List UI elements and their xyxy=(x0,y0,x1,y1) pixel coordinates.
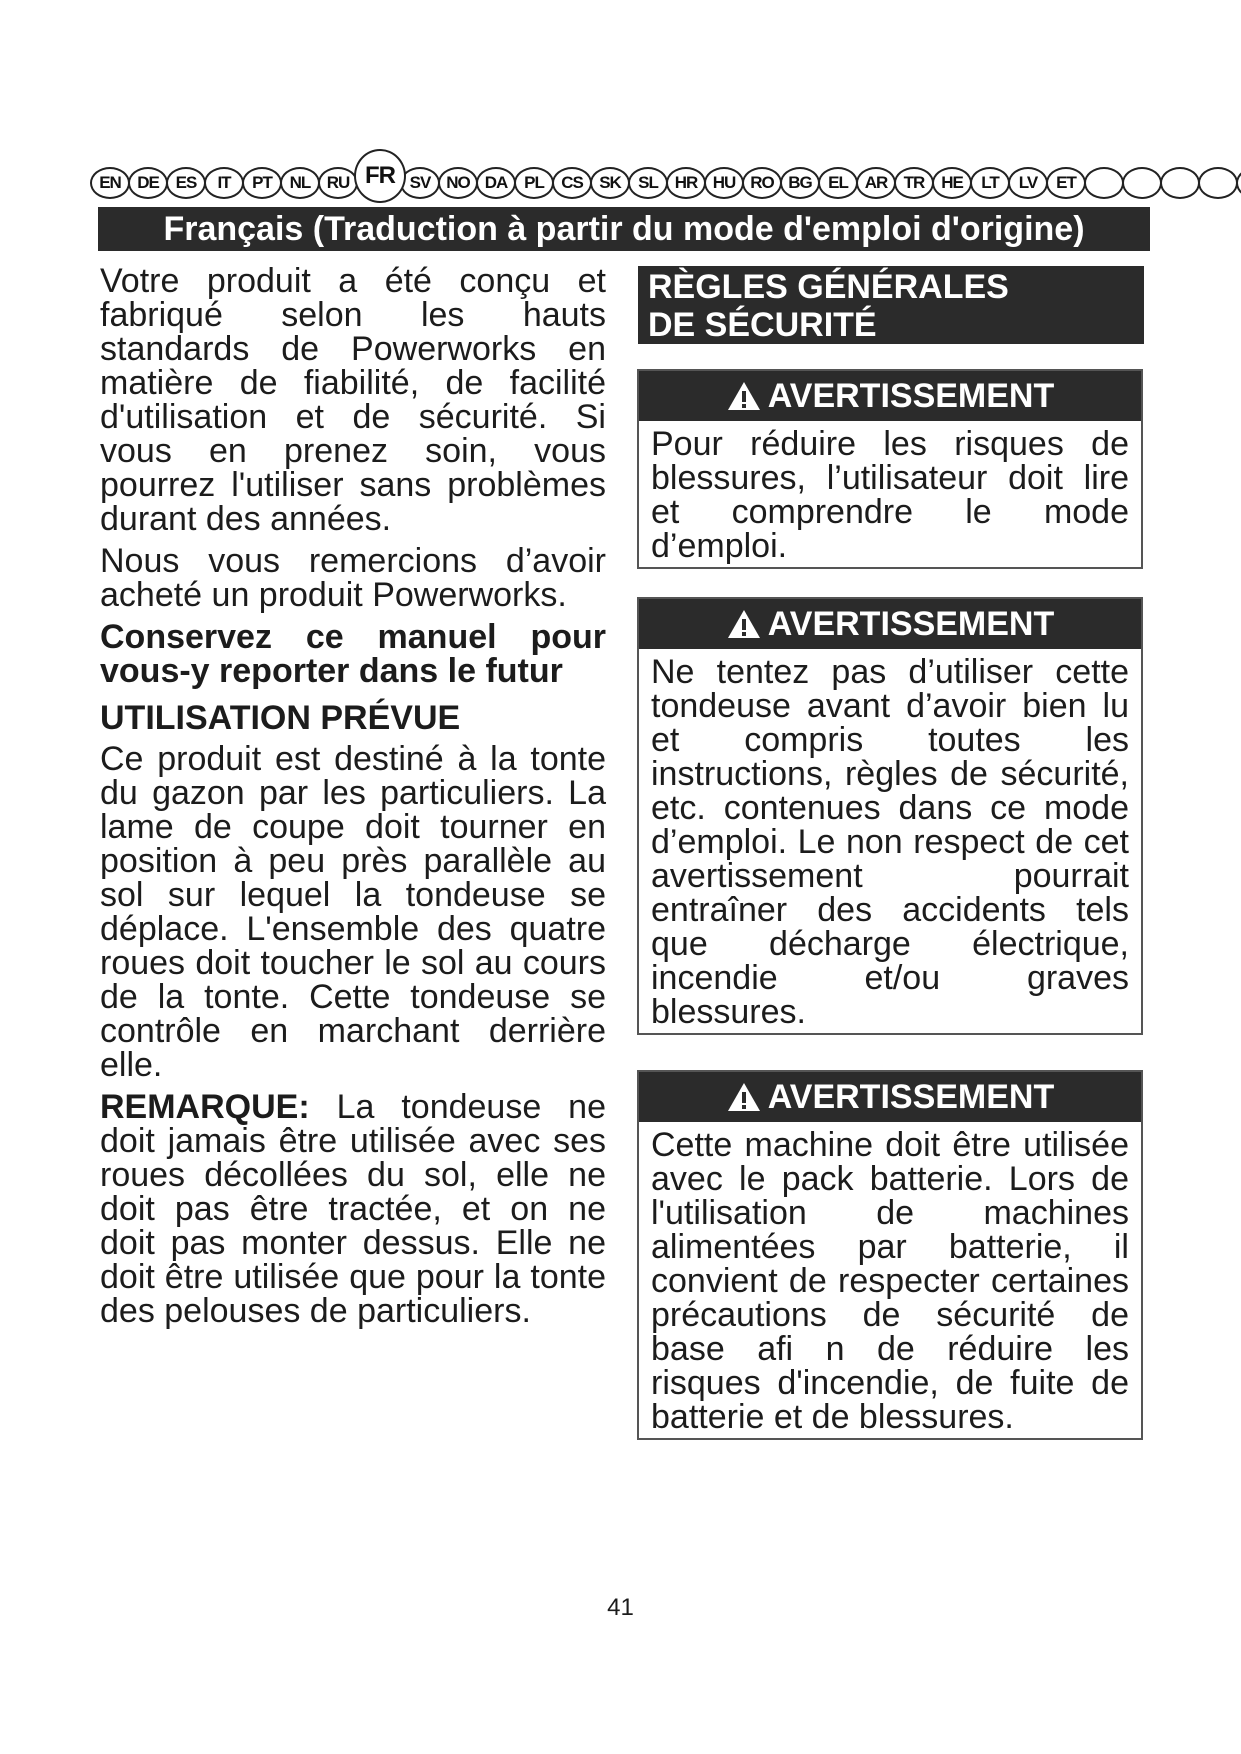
language-tab-it: IT xyxy=(204,167,244,199)
warning-box-1 xyxy=(637,369,1143,569)
language-tab-nl: NL xyxy=(280,167,320,199)
language-tab-blank xyxy=(1160,167,1200,199)
language-tab-lv: LV xyxy=(1008,167,1048,199)
language-tab-blank xyxy=(1122,167,1162,199)
language-tab-strip xyxy=(92,162,1150,204)
warning-box-3 xyxy=(637,1070,1143,1440)
language-tab-no: NO xyxy=(438,167,478,199)
language-tab-pl: PL xyxy=(514,167,554,199)
remark-text: La tondeuse ne doit jamais être utilisée avec ses roues décollées du sol, elle ne doit pas être tractée, et on ne doit pas monter dessus. Elle ne doit être utilisée que pour la tonte des pelouses de particuliers. xyxy=(100,1088,606,1330)
language-tab-he: HE xyxy=(932,167,972,199)
warning-header xyxy=(639,1072,1141,1122)
warning-header xyxy=(639,371,1141,421)
language-tab-ar: AR xyxy=(856,167,896,199)
warning-text: Cette machine doit être utilisée avec le pack batterie. Lors de l'utilisation de machines alimentées par batterie, il convient de respecter certaines précautions de sécurité de base afi n de réduire les risques d'incendie, de fuite de batterie et de blessures. xyxy=(651,1126,1129,1436)
language-tab-sl: SL xyxy=(628,167,668,199)
warning-triangle-icon xyxy=(726,380,762,412)
language-tab-en: EN xyxy=(90,167,130,199)
intro-paragraph: Votre produit a été conçu et fabriqué selon les hauts standards de Powerworks en matière de fiabilité, de facilité d'utilisation et de sécurité. Si vous en prenez soin, vous pourrez l'utiliser sans problèmes durant des années. xyxy=(100,262,606,538)
section-heading-line-1: RÈGLES GÉNÉRALES xyxy=(648,268,1009,306)
page-title-text: Français (Traduction à partir du mode d'emploi d'origine) xyxy=(163,210,1085,248)
thanks-paragraph: Nous vous remercions d’avoir acheté un produit Powerworks. xyxy=(100,542,606,614)
warning-box-2 xyxy=(637,597,1143,1035)
remark-paragraph xyxy=(100,1090,606,1328)
intended-use-heading: UTILISATION PRÉVUE xyxy=(100,699,461,737)
language-tab-de: DE xyxy=(128,167,168,199)
page-title xyxy=(98,207,1150,251)
language-tab-pt: PT xyxy=(242,167,282,199)
left-column xyxy=(100,264,606,1336)
warning-label: AVERTISSEMENT xyxy=(767,1077,1055,1116)
language-tab-blank xyxy=(1198,167,1238,199)
language-tab-bg: BG xyxy=(780,167,820,199)
language-tab-blank xyxy=(1084,167,1124,199)
language-tab-ro: RO xyxy=(742,167,782,199)
warning-label: AVERTISSEMENT xyxy=(767,376,1055,415)
language-tab-cs: CS xyxy=(552,167,592,199)
language-tab-sk: SK xyxy=(590,167,630,199)
warning-text: Pour réduire les risques de blessures, l’utilisateur doit lire et comprendre le mode d’emploi. xyxy=(651,425,1129,565)
section-heading-line-2: DE SÉCURITÉ xyxy=(648,306,877,344)
language-tab-blank xyxy=(1236,167,1241,199)
warning-label: AVERTISSEMENT xyxy=(767,604,1055,643)
keep-manual-note: Conservez ce manuel pour vous-y reporter dans le futur xyxy=(100,618,606,690)
intended-use-paragraph: Ce produit est destiné à la tonte du gazon par les particuliers. La lame de coupe doit tourner en position à peu près parallèle au sol sur lequel la tondeuse se déplace. L'ensemble des quatre roues doit toucher le sol au cours de la tonte. Cette tondeuse se contrôle en marchant derrière elle. xyxy=(100,740,606,1084)
language-tab-ru: RU xyxy=(318,167,358,199)
language-tab-el: EL xyxy=(818,167,858,199)
warning-header xyxy=(639,599,1141,649)
language-tab-sv: SV xyxy=(400,167,440,199)
warning-triangle-icon xyxy=(726,608,762,640)
section-heading-safety xyxy=(638,266,1144,344)
language-tab-lt: LT xyxy=(970,167,1010,199)
language-tab-da: DA xyxy=(476,167,516,199)
remark-label: REMARQUE: xyxy=(100,1088,310,1126)
language-tab-hu: HU xyxy=(704,167,744,199)
language-tab-et: ET xyxy=(1046,167,1086,199)
page-number: 41 xyxy=(607,1594,634,1621)
warning-text: Ne tentez pas d’utiliser cette tondeuse avant d’avoir bien lu et compris toutes les instructions, règles de sécurité, etc. contenues dans ce mode d’emploi. Le non respect de cet avertissement pourrait entraîner des accidents tels que décharge électrique, incendie et/ou graves blessures. xyxy=(651,653,1129,1031)
language-tab-tr: TR xyxy=(894,167,934,199)
warning-triangle-icon xyxy=(726,1081,762,1113)
language-tab-es: ES xyxy=(166,167,206,199)
language-tab-fr: FR xyxy=(354,149,406,203)
language-tab-hr: HR xyxy=(666,167,706,199)
